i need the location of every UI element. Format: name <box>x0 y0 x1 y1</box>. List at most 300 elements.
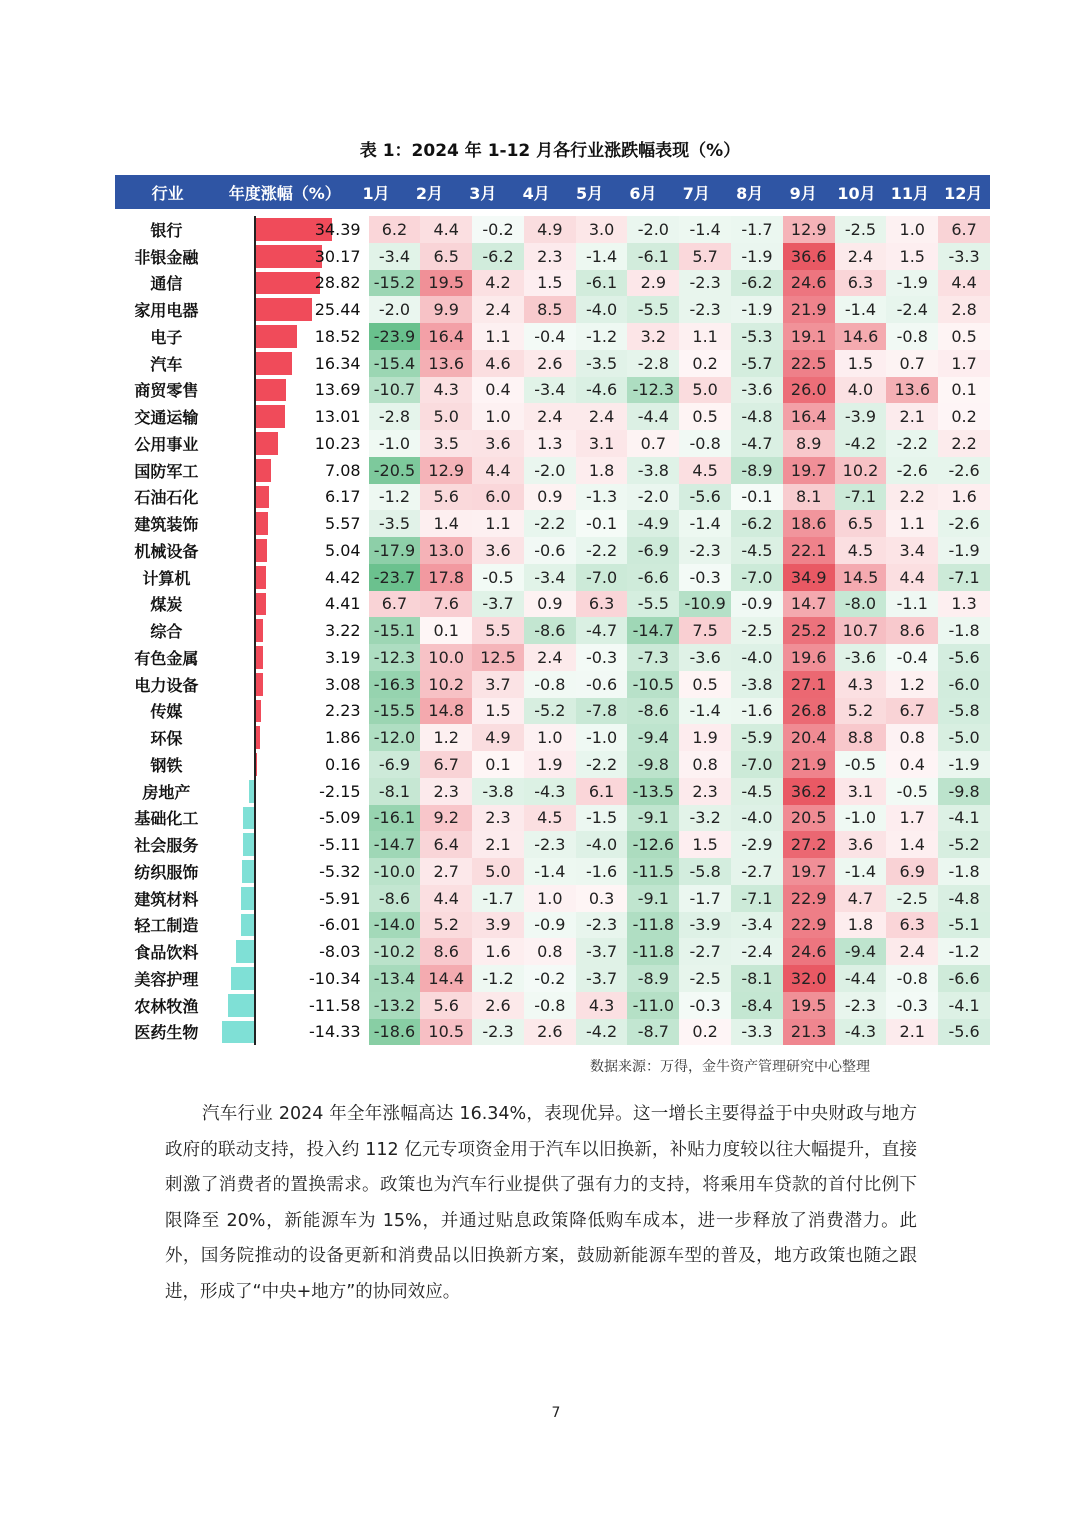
month-return-cell: -3.6 <box>679 644 731 671</box>
industry-name: 建筑装饰 <box>134 515 199 535</box>
month-return-cell: 10.5 <box>420 1019 472 1046</box>
month-return-cell: 5.2 <box>835 698 887 725</box>
month-return-cell: 0.4 <box>472 377 524 404</box>
month-return-cell: 2.4 <box>524 644 576 671</box>
month-return-cell: 0.1 <box>420 617 472 644</box>
data-source-note: 数据来源：万得，金牛资产管理研究中心整理 <box>590 1059 870 1075</box>
month-return-cell: -2.6 <box>886 457 938 484</box>
month-return-cell: -8.6 <box>524 617 576 644</box>
annual-return-value: 0.16 <box>324 754 361 774</box>
annual-return-value: 5.57 <box>324 514 361 534</box>
month-return-cell: 3.6 <box>472 430 524 457</box>
month-return-cell: -5.2 <box>524 698 576 725</box>
month-return-cell: -3.7 <box>576 938 628 965</box>
annual-return-value: -10.34 <box>308 968 361 988</box>
month-return-cell: -8.6 <box>369 885 421 912</box>
month-return-cell: -2.8 <box>369 403 421 430</box>
month-return-cell: 8.6 <box>886 617 938 644</box>
month-return-cell: -12.3 <box>369 644 421 671</box>
annual-return-value: 13.01 <box>314 407 361 427</box>
month-return-cell: 1.6 <box>938 484 990 511</box>
month-return-cell: 6.5 <box>420 243 472 270</box>
annual-return-value: 2.23 <box>324 701 361 721</box>
industry-name: 家用电器 <box>134 301 199 321</box>
month-return-cell: -9.1 <box>627 805 679 832</box>
header-month-8: 8月 <box>736 183 764 203</box>
table-body <box>115 216 990 1045</box>
month-return-cell: -2.5 <box>679 965 731 992</box>
month-return-cell: 0.8 <box>886 724 938 751</box>
month-return-cell: -8.6 <box>627 698 679 725</box>
month-return-cell: 18.6 <box>783 510 835 537</box>
month-return-cell: 26.8 <box>783 698 835 725</box>
month-return-cell: 1.1 <box>679 323 731 350</box>
month-return-cell: 2.4 <box>835 243 887 270</box>
month-return-cell: 1.4 <box>886 831 938 858</box>
month-return-cell: -1.2 <box>576 323 628 350</box>
industry-name: 机械设备 <box>134 541 199 561</box>
month-return-cell: -6.6 <box>627 564 679 591</box>
month-return-cell: -10.5 <box>627 671 679 698</box>
annual-return-value: 18.52 <box>314 326 361 346</box>
industry-name: 石油石化 <box>134 488 199 508</box>
annual-return-value: -5.11 <box>319 835 361 855</box>
month-return-cell: 6.7 <box>938 216 990 243</box>
month-return-cell: -1.7 <box>472 885 524 912</box>
month-return-cell: 13.0 <box>420 537 472 564</box>
month-return-cell: -2.2 <box>524 510 576 537</box>
month-return-cell: 2.7 <box>420 858 472 885</box>
month-return-cell: 1.1 <box>472 510 524 537</box>
month-return-cell: -6.0 <box>938 671 990 698</box>
month-return-cell: 21.9 <box>783 296 835 323</box>
annual-return-cell <box>254 644 369 671</box>
month-return-cell: 4.5 <box>835 537 887 564</box>
month-return-cell: -7.1 <box>835 484 887 511</box>
month-return-cell: 8.5 <box>524 296 576 323</box>
annual-return-cell <box>254 885 369 912</box>
month-return-cell: -0.1 <box>576 510 628 537</box>
header-month-7: 7月 <box>682 183 710 203</box>
month-return-cell: -4.1 <box>938 805 990 832</box>
month-return-cell: -7.1 <box>938 564 990 591</box>
month-return-cell: -2.3 <box>524 831 576 858</box>
month-return-cell: -2.9 <box>731 831 783 858</box>
month-return-cell: 1.6 <box>472 938 524 965</box>
table-header <box>115 175 990 209</box>
annual-return-bar <box>241 887 254 910</box>
month-return-cell: 0.9 <box>524 591 576 618</box>
month-return-cell: 7.6 <box>420 591 472 618</box>
month-return-cell: -0.8 <box>886 965 938 992</box>
month-return-cell: 10.0 <box>420 644 472 671</box>
month-return-cell: -2.8 <box>627 350 679 377</box>
month-return-cell: -1.2 <box>369 484 421 511</box>
month-return-cell: 3.0 <box>576 216 628 243</box>
month-return-cell: 17.8 <box>420 564 472 591</box>
month-return-cell: 1.0 <box>886 216 938 243</box>
industry-name: 建筑材料 <box>134 889 199 909</box>
annual-return-cell <box>254 751 369 778</box>
month-return-cell: 7.5 <box>679 617 731 644</box>
month-return-cell: 4.7 <box>835 885 887 912</box>
table-row <box>115 724 990 751</box>
month-return-cell: 4.5 <box>524 805 576 832</box>
month-return-cell: 0.5 <box>679 403 731 430</box>
industry-name: 房地产 <box>142 782 191 802</box>
month-return-cell: 5.0 <box>420 403 472 430</box>
industry-name: 美容护理 <box>134 969 199 989</box>
table-row <box>115 537 990 564</box>
table-row <box>115 270 990 297</box>
industry-name: 纺织服饰 <box>134 862 199 882</box>
month-return-cell: 6.7 <box>886 698 938 725</box>
month-return-cell: -3.3 <box>938 243 990 270</box>
table-row <box>115 350 990 377</box>
month-return-cell: 21.3 <box>783 1019 835 1046</box>
month-return-cell: 2.3 <box>679 778 731 805</box>
month-return-cell: 1.7 <box>938 350 990 377</box>
annual-return-cell <box>254 1019 369 1046</box>
table-row <box>115 377 990 404</box>
month-return-cell: -1.2 <box>472 965 524 992</box>
month-return-cell: -10.7 <box>369 377 421 404</box>
month-return-cell: -0.8 <box>524 671 576 698</box>
month-return-cell: -5.6 <box>679 484 731 511</box>
month-return-cell: -2.3 <box>679 537 731 564</box>
annual-return-cell <box>254 965 369 992</box>
industry-name: 煤炭 <box>150 595 183 615</box>
month-return-cell: -8.1 <box>731 965 783 992</box>
body-paragraph: 汽车行业 2024 年全年涨幅高达 16.34%，表现优异。这一增长主要得益于中央财政与地方政府的联动支持，投入约 112 亿元专项资金用于汽车以旧换新，补贴力度较以往大幅提升，直接刺激了消费者的置换需求。政策也为汽车行业提供了强有力的支持，将乘用车贷款的首付比例下限降至 20%，新能源车为 15%，并通过贴息政策降低购车成本，进一步释放了消费潜力。此外，国务院推动的设备更新和消费品以旧换新方案，鼓励新能源车型的普及，地方政策也随之跟进，形成了“中央+地方”的协同效应。 <box>165 1104 917 1302</box>
month-return-cell: -1.4 <box>835 296 887 323</box>
annual-return-value: 3.08 <box>324 674 361 694</box>
month-return-cell: -4.5 <box>731 778 783 805</box>
month-return-cell: -9.8 <box>627 751 679 778</box>
month-return-cell: 1.4 <box>420 510 472 537</box>
month-return-cell: 4.4 <box>938 270 990 297</box>
header-month-11: 11月 <box>890 183 930 203</box>
month-return-cell: 36.6 <box>783 243 835 270</box>
month-return-cell: -5.8 <box>679 858 731 885</box>
annual-return-bar <box>222 1021 254 1044</box>
month-return-cell: -5.7 <box>731 350 783 377</box>
month-return-cell: 1.3 <box>524 430 576 457</box>
month-return-cell: -5.2 <box>938 831 990 858</box>
month-return-cell: 3.9 <box>472 912 524 939</box>
annual-return-cell <box>254 912 369 939</box>
month-return-cell: -1.0 <box>576 724 628 751</box>
industry-name: 通信 <box>150 274 183 294</box>
month-return-cell: 2.1 <box>886 1019 938 1046</box>
month-return-cell: -2.4 <box>886 296 938 323</box>
month-return-cell: 5.5 <box>472 617 524 644</box>
month-return-cell: -15.2 <box>369 270 421 297</box>
month-return-cell: 4.3 <box>420 377 472 404</box>
month-return-cell: -0.8 <box>886 323 938 350</box>
month-return-cell: 22.1 <box>783 537 835 564</box>
month-return-cell: -13.4 <box>369 965 421 992</box>
month-return-cell: 6.2 <box>369 216 421 243</box>
month-return-cell: -8.9 <box>731 457 783 484</box>
month-return-cell: 4.4 <box>886 564 938 591</box>
month-return-cell: -7.8 <box>576 698 628 725</box>
month-return-cell: -3.4 <box>524 564 576 591</box>
month-return-cell: -1.8 <box>938 858 990 885</box>
month-return-cell: 14.4 <box>420 965 472 992</box>
month-return-cell: -0.3 <box>679 992 731 1019</box>
month-return-cell: 2.3 <box>524 243 576 270</box>
month-return-cell: -3.6 <box>731 377 783 404</box>
month-return-cell: -4.5 <box>731 537 783 564</box>
annual-return-cell <box>254 270 369 297</box>
industry-name: 交通运输 <box>134 408 199 428</box>
annual-return-value: 6.17 <box>324 487 361 507</box>
month-return-cell: 34.9 <box>783 564 835 591</box>
month-return-cell: 1.5 <box>886 243 938 270</box>
annual-return-cell <box>254 992 369 1019</box>
header-industry: 行业 <box>151 183 184 203</box>
month-return-cell: -4.4 <box>835 965 887 992</box>
annual-return-cell <box>254 778 369 805</box>
month-return-cell: 12.9 <box>783 216 835 243</box>
annual-return-bar <box>256 512 268 535</box>
month-return-cell: -15.1 <box>369 617 421 644</box>
annual-return-cell <box>254 323 369 350</box>
month-return-cell: 4.4 <box>472 457 524 484</box>
annual-return-cell <box>254 858 369 885</box>
month-return-cell: -2.3 <box>472 1019 524 1046</box>
month-return-cell: 6.4 <box>420 831 472 858</box>
month-return-cell: -3.4 <box>369 243 421 270</box>
month-return-cell: -3.4 <box>524 377 576 404</box>
month-return-cell: 4.5 <box>679 457 731 484</box>
month-return-cell: -10.9 <box>679 591 731 618</box>
month-return-cell: 26.0 <box>783 377 835 404</box>
month-return-cell: -6.2 <box>472 243 524 270</box>
month-return-cell: -2.0 <box>369 296 421 323</box>
month-return-cell: -0.6 <box>576 671 628 698</box>
annual-return-cell <box>254 671 369 698</box>
industry-name: 国防军工 <box>134 461 199 481</box>
month-return-cell: -2.6 <box>938 510 990 537</box>
table-row <box>115 403 990 430</box>
annual-return-cell <box>254 724 369 751</box>
annual-return-cell <box>254 591 369 618</box>
industry-name: 汽车 <box>150 354 183 374</box>
month-return-cell: 19.7 <box>783 858 835 885</box>
month-return-cell: -11.5 <box>627 858 679 885</box>
annual-return-cell <box>254 430 369 457</box>
month-return-cell: 13.6 <box>886 377 938 404</box>
month-return-cell: 1.5 <box>472 698 524 725</box>
industry-name: 银行 <box>150 220 183 240</box>
industry-name: 环保 <box>150 729 183 749</box>
annual-return-cell <box>254 617 369 644</box>
annual-return-value: 4.42 <box>324 567 361 587</box>
industry-name: 食品饮料 <box>134 943 199 963</box>
annual-return-bar <box>256 566 266 589</box>
month-return-cell: 4.9 <box>472 724 524 751</box>
month-return-cell: 1.9 <box>679 724 731 751</box>
month-return-cell: -1.6 <box>576 858 628 885</box>
month-return-cell: 1.2 <box>886 671 938 698</box>
annual-return-value: -11.58 <box>308 995 361 1015</box>
month-return-cell: 5.0 <box>472 858 524 885</box>
month-return-cell: -18.6 <box>369 1019 421 1046</box>
month-return-cell: -3.5 <box>369 510 421 537</box>
month-return-cell: -1.3 <box>576 484 628 511</box>
month-return-cell: 19.5 <box>783 992 835 1019</box>
annual-return-cell <box>254 350 369 377</box>
month-return-cell: -5.5 <box>627 296 679 323</box>
annual-return-cell <box>254 537 369 564</box>
month-return-cell: -2.2 <box>886 430 938 457</box>
annual-return-value: 16.34 <box>314 353 361 373</box>
annual-return-bar <box>256 298 312 321</box>
industry-name: 电力设备 <box>134 675 199 695</box>
annual-return-value: 28.82 <box>314 273 361 293</box>
header-month-5: 5月 <box>576 183 604 203</box>
table-caption: 表 1：2024 年 1-12 月各行业涨跌幅表现（%） <box>359 141 741 161</box>
month-return-cell: -0.3 <box>886 992 938 1019</box>
month-return-cell: -2.0 <box>627 484 679 511</box>
industry-name: 公用事业 <box>134 434 199 454</box>
table-row <box>115 617 990 644</box>
month-return-cell: 14.6 <box>835 323 887 350</box>
month-return-cell: -3.8 <box>472 778 524 805</box>
month-return-cell: -9.8 <box>938 778 990 805</box>
month-return-cell: -13.2 <box>369 992 421 1019</box>
month-return-cell: -7.0 <box>731 564 783 591</box>
month-return-cell: -4.0 <box>576 831 628 858</box>
month-return-cell: -2.5 <box>835 216 887 243</box>
month-return-cell: -11.8 <box>627 912 679 939</box>
month-return-cell: -0.2 <box>472 216 524 243</box>
table-row <box>115 885 990 912</box>
month-return-cell: -8.4 <box>731 992 783 1019</box>
month-return-cell: 1.8 <box>835 912 887 939</box>
month-return-cell: 2.2 <box>938 430 990 457</box>
month-return-cell: 0.2 <box>679 1019 731 1046</box>
header-month-1: 1月 <box>362 183 390 203</box>
month-return-cell: -2.3 <box>576 912 628 939</box>
month-return-cell: 1.3 <box>938 591 990 618</box>
month-return-cell: 8.8 <box>835 724 887 751</box>
month-return-cell: 4.6 <box>472 350 524 377</box>
industry-name: 有色金属 <box>134 648 199 668</box>
month-return-cell: -3.7 <box>472 591 524 618</box>
month-return-cell: 14.8 <box>420 698 472 725</box>
month-return-cell: -5.6 <box>938 644 990 671</box>
month-return-cell: -0.4 <box>886 644 938 671</box>
month-return-cell: -2.2 <box>576 751 628 778</box>
month-return-cell: -14.7 <box>627 617 679 644</box>
table-row <box>115 751 990 778</box>
month-return-cell: 8.9 <box>783 430 835 457</box>
annual-return-bar <box>243 807 254 830</box>
month-return-cell: -2.3 <box>679 296 731 323</box>
month-return-cell: -1.0 <box>369 430 421 457</box>
month-return-cell: -16.1 <box>369 805 421 832</box>
month-return-cell: -20.5 <box>369 457 421 484</box>
month-return-cell: 0.7 <box>627 430 679 457</box>
month-return-cell: 1.8 <box>576 457 628 484</box>
annual-return-bar <box>228 994 254 1017</box>
annual-return-cell <box>254 403 369 430</box>
month-return-cell: 2.4 <box>472 296 524 323</box>
month-return-cell: 0.2 <box>679 350 731 377</box>
month-return-cell: -4.3 <box>835 1019 887 1046</box>
month-return-cell: 0.4 <box>886 751 938 778</box>
page-number: 7 <box>551 1405 561 1421</box>
month-return-cell: 25.2 <box>783 617 835 644</box>
month-return-cell: -5.3 <box>731 323 783 350</box>
industry-name: 医药生物 <box>134 1023 199 1043</box>
header-month-2: 2月 <box>415 183 443 203</box>
month-return-cell: 27.1 <box>783 671 835 698</box>
industry-name: 综合 <box>150 622 183 642</box>
annual-return-value: -6.01 <box>319 915 361 935</box>
annual-return-value: 34.39 <box>314 219 361 239</box>
month-return-cell: 0.7 <box>886 350 938 377</box>
industry-name: 商贸零售 <box>134 381 199 401</box>
month-return-cell: 6.3 <box>835 270 887 297</box>
month-return-cell: -4.0 <box>576 296 628 323</box>
annual-return-bar <box>243 833 254 856</box>
table-row <box>115 831 990 858</box>
month-return-cell: -5.1 <box>938 912 990 939</box>
table-row <box>115 484 990 511</box>
month-return-cell: 2.6 <box>524 1019 576 1046</box>
industry-name: 基础化工 <box>134 809 199 829</box>
table-row <box>115 992 990 1019</box>
annual-return-cell <box>254 510 369 537</box>
table-row <box>115 430 990 457</box>
month-return-cell: 1.5 <box>835 350 887 377</box>
month-return-cell: 8.6 <box>420 938 472 965</box>
month-return-cell: 0.1 <box>472 751 524 778</box>
month-return-cell: 4.3 <box>576 992 628 1019</box>
month-return-cell: 4.4 <box>420 885 472 912</box>
month-return-cell: -1.0 <box>835 805 887 832</box>
month-return-cell: -5.6 <box>938 1019 990 1046</box>
annual-return-bar <box>256 700 261 723</box>
month-return-cell: -8.7 <box>627 1019 679 1046</box>
month-return-cell: -4.6 <box>576 377 628 404</box>
annual-return-bar <box>256 459 272 482</box>
month-return-cell: -3.9 <box>679 912 731 939</box>
month-return-cell: 2.4 <box>524 403 576 430</box>
month-return-cell: 0.8 <box>679 751 731 778</box>
annual-return-bar <box>256 539 267 562</box>
month-return-cell: -1.4 <box>576 243 628 270</box>
month-return-cell: -13.5 <box>627 778 679 805</box>
table-row <box>115 938 990 965</box>
month-return-cell: 1.0 <box>524 724 576 751</box>
month-return-cell: -3.8 <box>731 671 783 698</box>
month-return-cell: 1.5 <box>524 270 576 297</box>
month-return-cell: 14.7 <box>783 591 835 618</box>
month-return-cell: -8.0 <box>835 591 887 618</box>
month-return-cell: -11.8 <box>627 938 679 965</box>
month-return-cell: -2.3 <box>679 270 731 297</box>
month-return-cell: -6.9 <box>627 537 679 564</box>
industry-name: 电子 <box>150 327 183 347</box>
table-row <box>115 243 990 270</box>
month-return-cell: 5.0 <box>679 377 731 404</box>
annual-return-cell <box>254 243 369 270</box>
